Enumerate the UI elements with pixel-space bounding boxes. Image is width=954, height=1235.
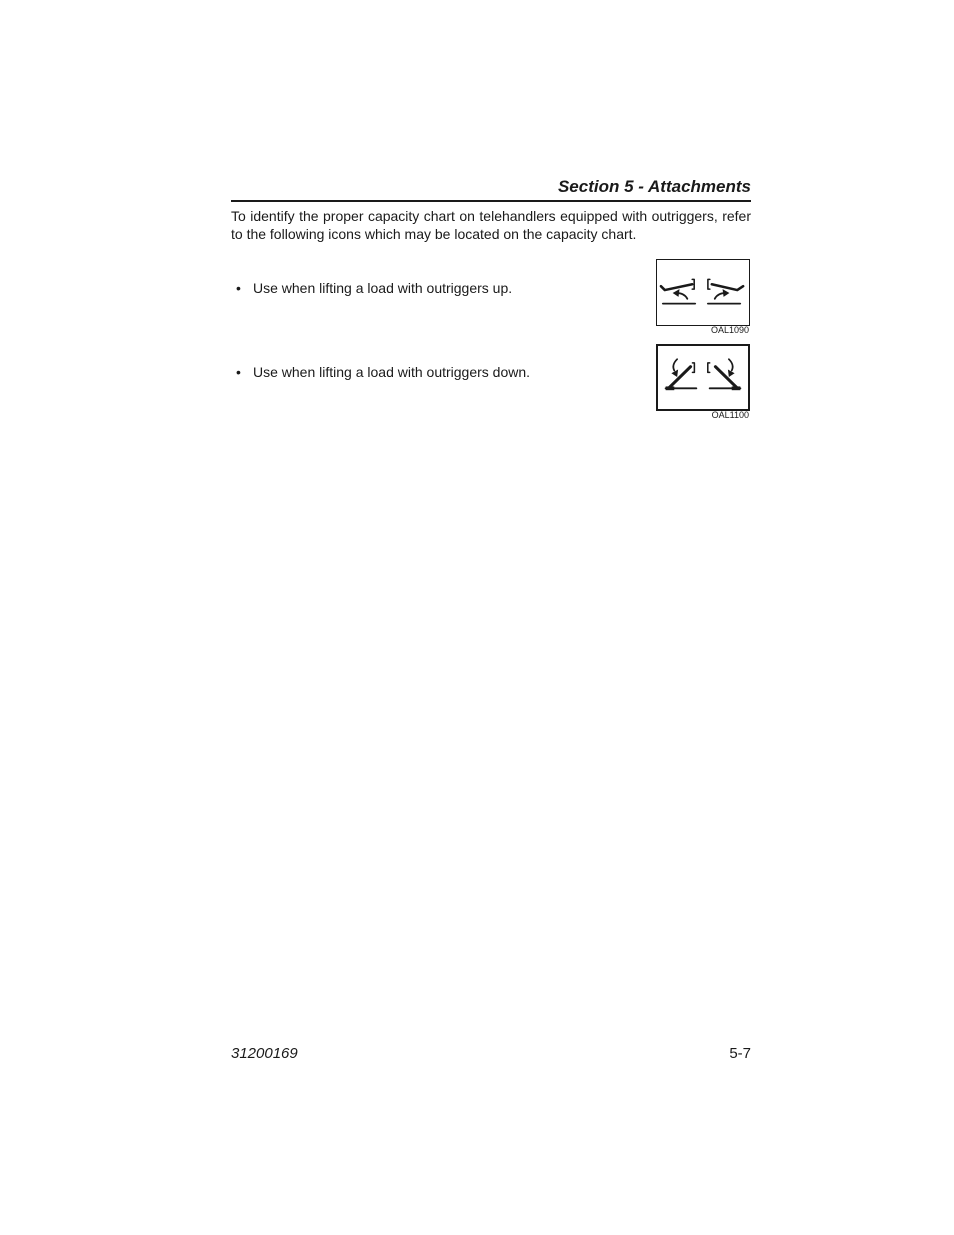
outriggers-up-icon: [656, 259, 750, 326]
section-title: Section 5 - Attachments: [557, 177, 751, 196]
list-item-text: Use when lifting a load with outriggers up.: [253, 280, 513, 296]
figure-code: OAL1090: [710, 325, 749, 335]
list-item: [236, 363, 530, 381]
bullet-marker: •: [236, 364, 241, 380]
document-number: 31200169: [231, 1045, 298, 1062]
intro-paragraph: To identify the proper capacity chart on telehandlers equipped with outriggers, refer to the following icons which may be located on the capacity chart.: [231, 208, 751, 242]
header-rule: [231, 200, 751, 202]
list-item: [236, 279, 512, 297]
outriggers-down-icon: [656, 344, 750, 411]
bullet-marker: •: [236, 280, 241, 296]
list-item-text: Use when lifting a load with outriggers down.: [253, 364, 531, 380]
page-number: 5-7: [729, 1045, 751, 1062]
figure-code: OAL1100: [711, 410, 749, 420]
